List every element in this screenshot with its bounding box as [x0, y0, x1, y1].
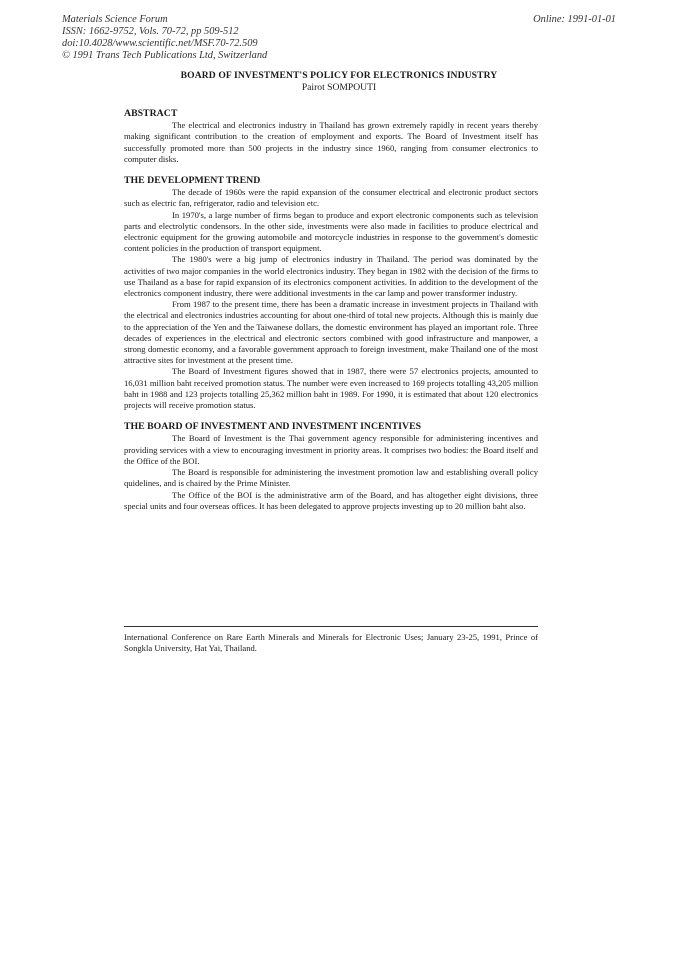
- paragraph: The Board of Investment is the Thai government agency responsible for administering incentives and providing services with a view to encouraging investment in priority areas. It comprises two bodies: the Board itself and the Office of the BOI.: [124, 433, 538, 466]
- paper-author: Pairot SOMPOUTI: [301, 82, 377, 93]
- publication-header: [62, 14, 267, 62]
- paragraph: The 1980's were a big jump of electronics industry in Thailand. The period was dominated by the activities of two major companies in the world electronics industry. They began in 1982 with the decision of the firms to use Thailand as a base for rapid expansion of its electronics component activities. In addition to the development of the electronics component industry, there were additional investments in the car lamp and power transformer industry.: [124, 254, 538, 299]
- issn-line: ISSN: 1662-9752, Vols. 70-72, pp 509-512: [62, 26, 239, 37]
- conference-footnote: International Conference on Rare Earth Minerals and Minerals for Electronic Uses; January 23-25, 1991, Prince of Songkla University, Hat Yai, Thailand.: [124, 632, 538, 654]
- online-date: Online: 1991-01-01: [533, 14, 616, 25]
- section-heading: THE DEVELOPMENT TREND: [124, 175, 261, 187]
- section-abstract: [124, 108, 538, 165]
- journal-name: Materials Science Forum: [62, 14, 168, 25]
- section-heading: THE BOARD OF INVESTMENT AND INVESTMENT INCENTIVES: [124, 421, 422, 433]
- paragraph: In 1970's, a large number of firms began to produce and export electronic components such as television parts and electrolytic condensors. In the other side, investments were also made in facilities to produce electrical and electronic equipment for the growing automobile and motorcycle industries in response to the government's domestic content policies in the production of transport equipment.: [124, 209, 538, 254]
- footnote-divider: [124, 626, 538, 627]
- section-development-trend: [124, 175, 538, 411]
- paragraph: The Board is responsible for administering the investment promotion law and establishing overall policy quidelines, and is chaired by the Prime Minister.: [124, 467, 538, 489]
- copyright-line: © 1991 Trans Tech Publications Ltd, Switzerland: [62, 50, 268, 61]
- paragraph: The Office of the BOI is the administrative arm of the Board, and has altogether eight divisions, three special units and four overseas offices. It has been delegated to approve projects investing up to 20 million baht also.: [124, 489, 538, 511]
- paper-body: [124, 108, 538, 522]
- section-heading: ABSTRACT: [124, 108, 178, 119]
- section-boi-incentives: [124, 421, 538, 512]
- paragraph: From 1987 to the present time, there has been a dramatic increase in investment projects in Thailand with the electrical and electronics industries accounting for about one-third of total new projects. Although this is mainly due to the appreciation of the Yen and the Taiwanese dollars, the domestic environment has played an important role. Three decades of experiences in the electrical and electronic sectors combined with good infrastructure and manpower, a strong domestic economy, and a favorable government approach to foreign investment, make Thailand one of the most attractive sites for investment at the present time.: [124, 299, 538, 366]
- paragraph: The electrical and electronics industry in Thailand has grown extremely rapidly in recent years thereby making significant contribution to the creation of employment and exports. The Board of Investment itself has successfully promoted more than 500 projects in the industry since 1960, ranging from consumer electronics to computer disks.: [124, 120, 538, 164]
- paragraph: The Board of Investment figures showed that in 1987, there were 57 electronics projects, amounted to 16,031 million baht received promotion status. The number were even increased to 169 projects totalling 43,205 million baht in 1988 and 123 projects totalling 25,362 million baht in 1989. For 1990, it is estimated that about 120 electronics projects will receive promotion status.: [124, 366, 538, 411]
- paper-title: BOARD OF INVESTMENT'S POLICY FOR ELECTRONICS INDUSTRY: [180, 70, 498, 81]
- doi-line: doi:10.4028/www.scientific.net/MSF.70-72.509: [62, 38, 258, 49]
- paragraph: The decade of 1960s were the rapid expansion of the consumer electrical and electronic product sectors such as electric fan, refrigerator, radio and television etc.: [124, 187, 538, 209]
